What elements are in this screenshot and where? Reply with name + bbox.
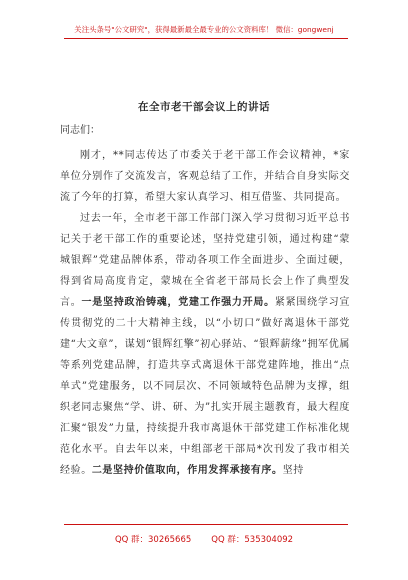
- header-banner: 关注头条号"公文研究"，获得最新最全最专业的公文资料库！ 微信：gongwenj: [74, 25, 334, 34]
- paragraph-2-lead: 过去一年，全市老干部工作部门深入学习贯彻习近平总书记关于老干部工作的重要论述，坚持党建引领，通过构建“蒙城银辉”党建品牌体系，带动各项工作全面进步、全面过硬，得到省局高度肯定，蒙城在全省老干部局长会上作了典型发言。: [60, 213, 350, 308]
- point-one-heading: 一是坚持政治铸魂，党建工作强力开局。: [81, 297, 275, 308]
- header-divider: [64, 38, 348, 39]
- paragraph-2-middle: 紧紧围绕学习宣传贯彻党的二十大精神主线，以“小切口”做好离退休干部党建“大文章”，谋划“银辉红擎”初心驿站、“银辉薪缘”拥军优属等系列党建品牌，打造共享式离退休干部党建阵地，推出“点单式”党建服务，以不同层次、不同领域特色品牌为支撑，组织老同志聚焦“学、讲、研、为”扎实开展主题教育，最大程度汇聚“银发”力量，持续提升我市离退休干部党建工作标准化规范化水平。自去年以来，中组部老干部局*次刊发了我市相关经验。: [60, 297, 350, 476]
- salutation: 同志们：: [60, 125, 100, 136]
- document-title: 在全市老干部会议上的讲话: [138, 101, 270, 113]
- paragraph-1: 刚才，**同志传达了市委关于老干部工作会议精神，*家单位分别作了交流发言，客观总结了工作，并结合自身实际交流了今年的打算，希望大家认真学习、相互借鉴、共同提高。: [60, 150, 350, 203]
- point-two-heading: 二是坚持价值取向，作用发挥承接有序。: [91, 465, 283, 476]
- footer-divider: [64, 524, 348, 525]
- footer: [0, 533, 408, 545]
- footer-qq-group-2: QQ 群：535304092: [211, 535, 294, 545]
- paragraph-2-tail: 坚持: [282, 465, 304, 476]
- paragraph-2: [60, 208, 350, 481]
- footer-qq-group-1: QQ 群：30265665: [114, 535, 192, 545]
